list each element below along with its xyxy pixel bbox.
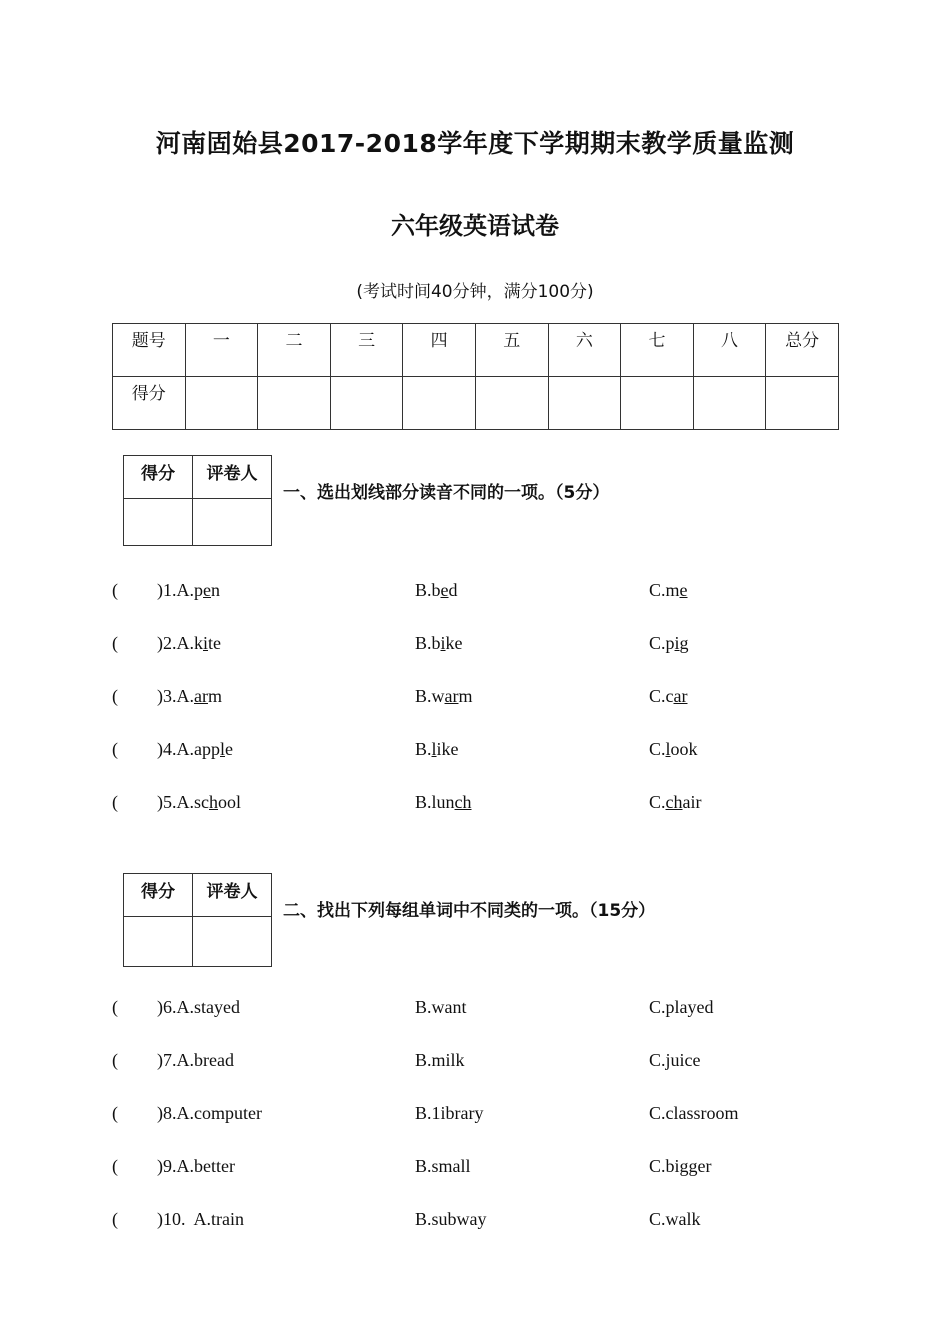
score-table-col: 一 [185, 324, 258, 377]
option-text: app [194, 739, 220, 759]
option-text: C.p [649, 633, 675, 653]
option-c [649, 1050, 701, 1071]
option-underlined-part: l [220, 739, 226, 759]
question-number: 5.A. [163, 792, 194, 812]
option-c [649, 739, 698, 760]
answer-paren-close: ) [157, 1156, 163, 1176]
option-text: computer [194, 1103, 262, 1123]
option-underlined-part: l [431, 739, 437, 759]
question-number: 9.A. [163, 1156, 194, 1176]
option-c [649, 633, 689, 654]
answer-paren-close: ) [157, 1209, 163, 1229]
question-number: 4.A. [163, 739, 194, 759]
section1-title: 一、选出划线部分读音不同的一项。（5分） [283, 483, 610, 503]
answer-paren-close: ) [157, 580, 163, 600]
option-c [649, 580, 688, 601]
option-a [157, 1209, 244, 1230]
option-b [415, 1050, 465, 1071]
answer-paren-close: ) [157, 997, 163, 1017]
answer-paren-close: ) [157, 792, 163, 812]
score-table-col: 六 [548, 324, 621, 377]
option-text: ook [670, 739, 698, 759]
option-text: C.classroom [649, 1103, 739, 1123]
option-text: C. [649, 739, 666, 759]
option-text: B.lun [415, 792, 455, 812]
option-underlined-part: e [203, 580, 211, 600]
option-a [157, 739, 233, 760]
option-text: B.b [415, 633, 441, 653]
option-a [157, 1156, 235, 1177]
option-underlined-part: e [440, 580, 449, 600]
question-number: 7.A. [163, 1050, 194, 1070]
grader-score-cell[interactable] [124, 499, 193, 546]
option-c [649, 1103, 739, 1124]
exam-title-line1: 河南固始县2017-2018学年度下学期期末教学质量监测 [155, 129, 795, 158]
grader-score-label: 得分 [124, 874, 193, 917]
option-b [415, 580, 458, 601]
score-table-header-row [113, 324, 839, 377]
answer-paren-open[interactable]: ( [112, 1209, 118, 1229]
option-b [415, 1103, 483, 1124]
answer-paren-close: ) [157, 633, 163, 653]
grader-name-label: 评卷人 [193, 456, 272, 499]
grader-box-section2 [123, 873, 272, 967]
question-number: 2.A. [163, 633, 194, 653]
option-text: C.bigger [649, 1156, 712, 1176]
option-a [157, 792, 241, 813]
option-text: te [208, 633, 222, 653]
score-cell[interactable] [330, 377, 403, 430]
option-underlined-part: l [665, 739, 671, 759]
option-a [157, 1103, 262, 1124]
question-number: 3.A. [163, 686, 194, 706]
option-a [157, 997, 240, 1018]
score-cell[interactable] [693, 377, 766, 430]
section2-title: 二、找出下列每组单词中不同类的一项。（15分） [283, 901, 656, 921]
answer-paren-close: ) [157, 1103, 163, 1123]
exam-title-line2: 六年级英语试卷 [391, 212, 559, 240]
option-underlined-part: h [209, 792, 218, 812]
option-text: C.c [649, 686, 674, 706]
score-table-col: 四 [403, 324, 476, 377]
option-a [157, 1050, 234, 1071]
option-text: ike [436, 739, 459, 759]
option-text: d [448, 580, 458, 600]
option-text: sc [194, 792, 209, 812]
score-table-col: 三 [330, 324, 403, 377]
answer-paren-open[interactable]: ( [112, 1103, 118, 1123]
option-c [649, 997, 714, 1018]
score-table-col-total: 总分 [766, 324, 839, 377]
score-table [112, 323, 839, 430]
option-underlined-part: ar [444, 686, 459, 706]
option-text: B.1ibrary [415, 1103, 484, 1123]
grader-box-section1 [123, 455, 272, 546]
answer-paren-close: ) [157, 739, 163, 759]
score-cell[interactable] [258, 377, 331, 430]
answer-paren-open[interactable]: ( [112, 633, 118, 653]
score-table-col: 七 [621, 324, 694, 377]
option-text: ke [445, 633, 463, 653]
question-number: 10. A. [163, 1209, 212, 1229]
answer-paren-open[interactable]: ( [112, 997, 118, 1017]
option-c [649, 1209, 701, 1230]
grader-name-label: 评卷人 [193, 874, 272, 917]
option-text: p [194, 580, 203, 600]
option-text: stayed [194, 997, 240, 1017]
grader-score-cell[interactable] [124, 917, 193, 967]
option-b [415, 686, 473, 707]
option-text: B.small [415, 1156, 471, 1176]
option-underlined-part: e [679, 580, 688, 600]
answer-paren-open[interactable]: ( [112, 580, 118, 600]
option-underlined-part: i [203, 633, 209, 653]
answer-paren-close: ) [157, 686, 163, 706]
option-text: air [682, 792, 702, 812]
option-text: C.m [649, 580, 680, 600]
exam-subtitle: (考试时间40分钟，满分100分) [356, 282, 594, 302]
option-a [157, 633, 221, 654]
option-c [649, 686, 687, 707]
option-text: B.milk [415, 1050, 465, 1070]
option-underlined-part: ar [194, 686, 208, 706]
answer-paren-open[interactable]: ( [112, 739, 118, 759]
option-b [415, 997, 467, 1018]
option-b [415, 792, 472, 813]
option-text: k [194, 633, 203, 653]
score-table-label-score: 得分 [113, 377, 186, 430]
option-text: B.b [415, 580, 441, 600]
answer-paren-open[interactable]: ( [112, 1050, 118, 1070]
option-text: m [458, 686, 473, 706]
score-cell[interactable] [403, 377, 476, 430]
option-underlined-part: i [674, 633, 680, 653]
option-text: B.want [415, 997, 467, 1017]
score-cell[interactable] [621, 377, 694, 430]
grader-name-cell[interactable] [193, 499, 272, 546]
option-underlined-part: ch [665, 792, 683, 812]
answer-paren-open[interactable]: ( [112, 686, 118, 706]
option-a [157, 580, 220, 601]
option-text: B.w [415, 686, 445, 706]
question-number: 1.A. [163, 580, 194, 600]
option-b [415, 739, 459, 760]
option-text: B.subway [415, 1209, 487, 1229]
grader-score-label: 得分 [124, 456, 193, 499]
score-cell[interactable] [766, 377, 839, 430]
option-text: better [194, 1156, 235, 1176]
score-table-col: 五 [475, 324, 548, 377]
option-text: g [679, 633, 689, 653]
score-table-score-row [113, 377, 839, 430]
option-a [157, 686, 222, 707]
option-text: C. [649, 792, 666, 812]
score-table-col: 八 [693, 324, 766, 377]
option-underlined-part: i [440, 633, 446, 653]
answer-paren-open[interactable]: ( [112, 1156, 118, 1176]
option-text: C.juice [649, 1050, 701, 1070]
score-table-col: 二 [258, 324, 331, 377]
option-text: bread [194, 1050, 234, 1070]
option-text: C.walk [649, 1209, 701, 1229]
option-text: C.played [649, 997, 714, 1017]
option-text: B. [415, 739, 432, 759]
option-underlined-part: ar [673, 686, 688, 706]
option-b [415, 1209, 487, 1230]
option-c [649, 792, 702, 813]
option-b [415, 1156, 471, 1177]
answer-paren-open[interactable]: ( [112, 792, 118, 812]
score-cell[interactable] [185, 377, 258, 430]
question-number: 8.A. [163, 1103, 194, 1123]
option-b [415, 633, 463, 654]
grader-name-cell[interactable] [193, 917, 272, 967]
score-table-label-question: 题号 [113, 324, 186, 377]
option-text: m [207, 686, 222, 706]
option-text: e [225, 739, 234, 759]
option-text: ool [218, 792, 242, 812]
score-cell[interactable] [475, 377, 548, 430]
option-c [649, 1156, 712, 1177]
option-text: train [211, 1209, 245, 1229]
option-underlined-part: ch [454, 792, 472, 812]
question-number: 6.A. [163, 997, 194, 1017]
score-cell[interactable] [548, 377, 621, 430]
answer-paren-close: ) [157, 1050, 163, 1070]
option-text: n [211, 580, 220, 600]
